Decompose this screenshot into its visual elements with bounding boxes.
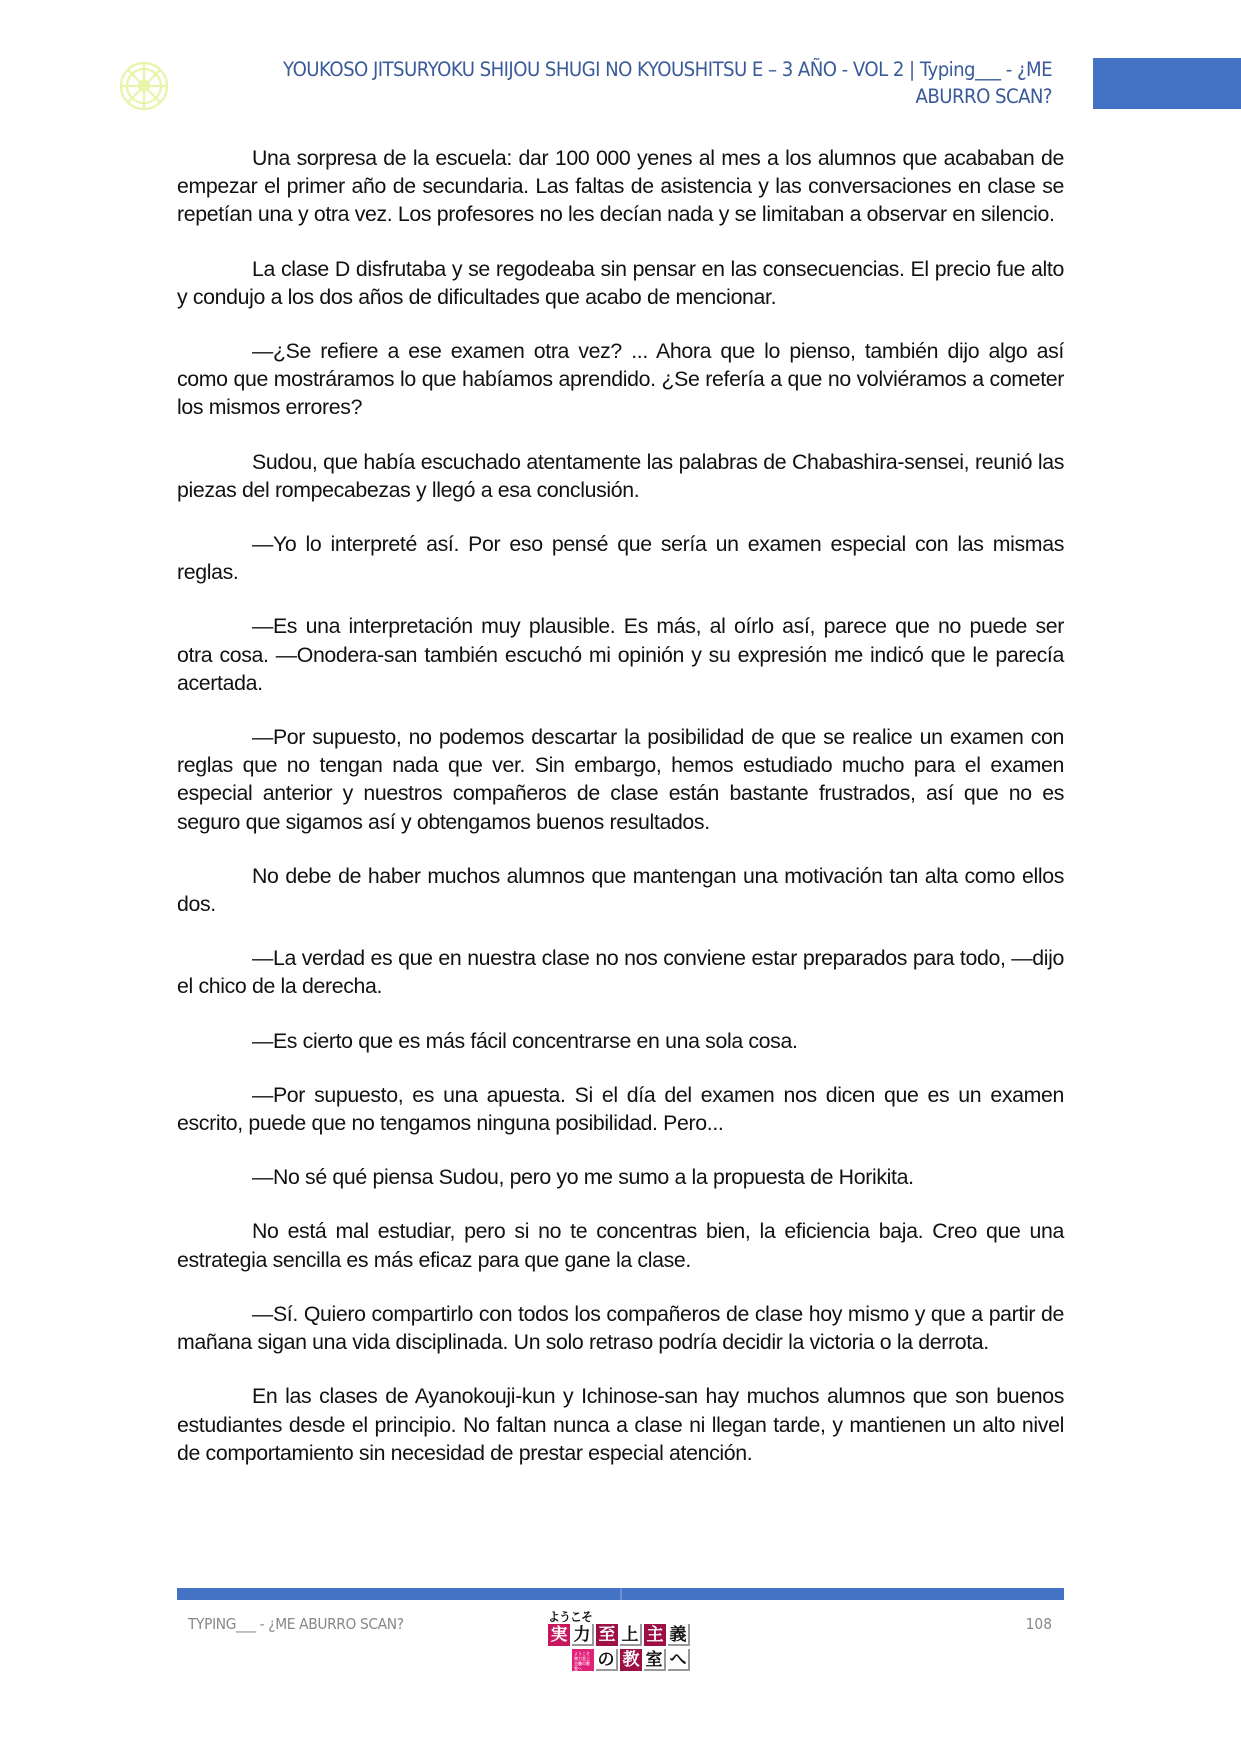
paragraph: —Por supuesto, no podemos descartar la posibilidad de que se realice un examen con reglas que no tengan nada que ver. Sin embargo, hemos estudiado mucho para el examen especial anterior y nuestros compañeros de clase están bastante frustrados, así que no es seguro que sigamos así y obtengamos buenos resultados. bbox=[177, 725, 1064, 834]
logo-char: 至 bbox=[596, 1624, 618, 1646]
running-header-title bbox=[241, 56, 1052, 110]
paragraph: Sudou, que había escuchado atentamente las palabras de Chabashira-sensei, reunió las piezas del rompecabezas y llegó a esa conclusión. bbox=[177, 449, 1064, 502]
paragraph: —Es cierto que es más fácil concentrarse en una sola cosa. bbox=[252, 1028, 798, 1053]
logo-char: 室 bbox=[644, 1649, 666, 1671]
paragraph: —No sé qué piensa Sudou, pero yo me sumo a la propuesta de Horikita. bbox=[252, 1165, 914, 1190]
body-text bbox=[177, 144, 1064, 1467]
paragraph: —La verdad es que en nuestra clase no nos conviene estar preparados para todo, —dijo el chico de la derecha. bbox=[177, 946, 1064, 999]
logo-char: 上 bbox=[620, 1624, 642, 1646]
paragraph: No debe de haber muchos alumnos que mantengan una motivación tan alta como ellos dos. bbox=[177, 863, 1064, 917]
logo-row-2 bbox=[572, 1649, 692, 1671]
header-title-line1: YOUKOSO JITSURYOKU SHIJOU SHUGI NO KYOUSHITSU E – 3 AÑO - VOL 2 | Typing___ - ¿ME bbox=[283, 58, 1053, 81]
logo-char: 教 bbox=[620, 1649, 642, 1671]
header-title-line2: ABURRO SCAN? bbox=[915, 85, 1052, 108]
logo-char: の bbox=[596, 1649, 618, 1671]
paragraph: —Yo lo interpreté así. Por eso pensé que sería un examen especial con las mismas reglas. bbox=[177, 532, 1064, 585]
paragraph: —Es una interpretación muy plausible. Es más, al oírlo así, parece que no puede ser otra cosa. —Onodera-san también escuchó mi opinión y su expresión me indicó que le parecía acertada. bbox=[177, 614, 1064, 695]
paragraph: No está mal estudiar, pero si no te concentras bien, la eficiencia baja. Creo que una estrategia sencilla es más eficaz para que gane la clase. bbox=[177, 1219, 1064, 1272]
header-accent-bar bbox=[1093, 58, 1241, 109]
series-logo bbox=[545, 1608, 695, 1676]
paragraph: —Sí. Quiero compartirlo con todos los compañeros de clase hoy mismo y que a partir de mañana sigan una vida disciplinada. Un solo retraso podría decidir la victoria o la derrota. bbox=[177, 1301, 1064, 1355]
paragraph: La clase D disfrutaba y se regodeaba sin pensar en las consecuencias. El precio fue alto y condujo a los dos años de dificultades que acabo de mencionar. bbox=[177, 256, 1064, 309]
logo-kana: ようこそ bbox=[548, 1610, 593, 1624]
logo-char: 義 bbox=[668, 1624, 690, 1646]
footer-bar-divider bbox=[620, 1588, 622, 1600]
footer-credit: TYPING___ - ¿ME ABURRO SCAN? bbox=[188, 1615, 404, 1633]
page-number: 108 bbox=[1025, 1615, 1052, 1633]
paragraph: En las clases de Ayanokouji-kun y Ichinose-san hay muchos alumnos que son buenos estudiantes desde el principio. No faltan nunca a clase ni llegan tarde, y mantienen un alto nivel de comportamiento sin necesidad de prestar especial atención. bbox=[177, 1384, 1064, 1465]
logo-char: 実 bbox=[548, 1624, 570, 1646]
logo-char: へ bbox=[668, 1649, 690, 1671]
paragraph: —¿Se refiere a ese examen otra vez? ... Ahora que lo pienso, también dijo algo así como que mostráramos lo que habíamos aprendido. ¿Se refería a que no volviéramos a cometer los mismos errores? bbox=[177, 339, 1064, 420]
paragraph: Una sorpresa de la escuela: dar 100 000 yenes al mes a los alumnos que acababan de empezar el primer año de secundaria. Las faltas de asistencia y las conversaciones en clase se repetían una y otra vez. Los profesores no les decían nada y se limitaban a observar en silencio. bbox=[177, 146, 1064, 227]
dharma-wheel-icon bbox=[118, 60, 170, 112]
paragraph: —Por supuesto, es una apuesta. Si el día del examen nos dicen que es un examen escrito, puede que no tengamos ninguna posibilidad. Pero... bbox=[177, 1082, 1064, 1136]
logo-mini-text: ようこそ 実力至上主義の教室へ bbox=[572, 1649, 594, 1671]
logo-char: 力 bbox=[572, 1624, 594, 1646]
logo-char: 主 bbox=[644, 1624, 666, 1646]
logo-row-1 bbox=[548, 1624, 692, 1646]
